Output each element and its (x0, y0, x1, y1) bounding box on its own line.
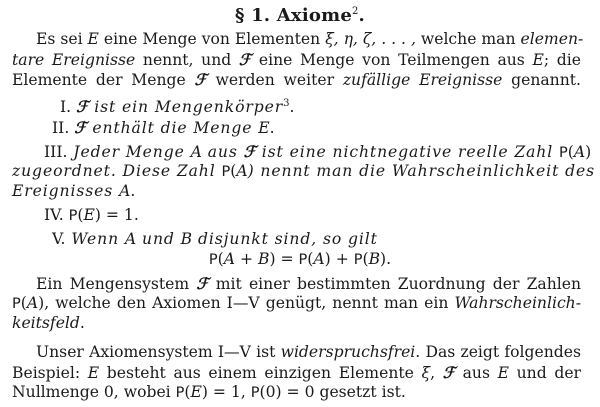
text-run: werden weiter (206, 71, 343, 89)
text-run: ) = (269, 250, 299, 268)
text-run: ℱ (238, 50, 252, 69)
paragraph-line (36, 274, 581, 294)
text-run: A (119, 182, 131, 200)
text-run: ℱ (76, 97, 89, 116)
text-run: E (497, 364, 509, 382)
text-run: A (223, 250, 236, 268)
text-run: P (208, 252, 218, 268)
axiom-2 (52, 118, 275, 138)
text-run: zufällige Ereignisse (342, 71, 503, 89)
text-run: ( (184, 383, 191, 401)
axiom-numeral: II. (52, 119, 70, 137)
axiom-numeral: IV. (44, 206, 64, 224)
text-run: aus (454, 364, 498, 382)
text-run: Wahrscheinlich- (454, 294, 581, 312)
text-run: E (83, 206, 95, 224)
text-run: P (298, 252, 308, 268)
text-run: ; die (543, 51, 581, 69)
footnote-mark: 2 (351, 6, 359, 17)
text-run: A (573, 143, 586, 161)
text-run: ( (20, 294, 27, 312)
text-run: P (558, 145, 568, 161)
text-run: aus (201, 143, 244, 161)
axiom-numeral: III. (44, 143, 68, 161)
text-run: welche man (415, 30, 521, 48)
text-run: eine Menge von Elementen (98, 30, 326, 48)
text-run: P (353, 252, 363, 268)
text-run: und (136, 230, 181, 248)
text-run: . Das zeigt folgendes (415, 343, 581, 361)
text-run: ) nennt man die Wahrscheinlichkeit des (247, 162, 596, 180)
axiom-4 (44, 206, 139, 226)
text-run: B (368, 250, 381, 268)
text-run: und der (508, 364, 581, 382)
footnote-mark: 3 (283, 98, 290, 109)
text-run: ℱ (442, 363, 455, 382)
paragraph-line (12, 162, 596, 182)
axiom-3 (44, 142, 592, 163)
text-run: Beispiel: (12, 364, 88, 382)
text-run: A (313, 250, 325, 268)
text-run: Jeder Menge (67, 143, 191, 161)
text-run: tare Ereignisse (12, 51, 136, 69)
paragraph-line (12, 314, 85, 333)
text-run: P (68, 208, 78, 224)
paragraph-line (12, 363, 581, 383)
section-title: Axiome (276, 5, 352, 26)
text-run: E (87, 364, 100, 382)
text-run: P (250, 385, 260, 401)
text-run: Elemente der Menge (12, 71, 195, 89)
paragraph-line (12, 182, 135, 201)
text-run: P (12, 296, 21, 312)
text-run: enthält die Menge (86, 119, 259, 137)
text-run: nennt, und (135, 51, 239, 69)
axiom-5 (52, 230, 378, 249)
text-run: B (258, 250, 270, 268)
paragraph-line (12, 70, 581, 90)
text-run: ist ein Mengenkörper (88, 98, 284, 116)
paragraph-line (12, 50, 581, 70)
text-run: ξ, η, ζ, . . . , (325, 30, 416, 48)
text-run: ) = 1. (94, 206, 139, 224)
text-run: keitsfeld (12, 314, 80, 332)
section-heading (0, 1, 600, 27)
text-run: ξ (421, 364, 431, 382)
text-run: Ein Mengensystem (36, 275, 197, 293)
paragraph-line (36, 30, 584, 49)
text-run: E (532, 51, 544, 69)
text-run: besteht aus einem einzigen Elemente (99, 364, 422, 382)
text-run: ( (77, 206, 84, 224)
text-run: A (236, 162, 248, 180)
text-run: ( (362, 250, 369, 268)
text-run: Wenn (65, 230, 125, 248)
text-run: A (190, 143, 202, 161)
text-run: B (180, 230, 193, 248)
text-run: ( (217, 250, 224, 268)
text-run: ist eine nichtnegative reelle Zahl (255, 143, 559, 161)
text-run: . (358, 5, 366, 26)
text-run: . (269, 119, 275, 137)
text-run: . (289, 98, 295, 116)
text-run: . (130, 182, 136, 200)
text-run: disjunkt sind, so gilt (192, 230, 378, 248)
text-run: Unser Axiomensystem I—V ist (36, 343, 281, 361)
text-run: A (26, 294, 39, 312)
text-run: Es sei (36, 30, 88, 48)
text-run: ( (230, 162, 237, 180)
paragraph-line (36, 343, 581, 362)
text-run: ℱ (194, 70, 207, 89)
paragraph-line (12, 294, 581, 314)
text-run: ℱ (74, 118, 87, 137)
axiom-numeral: V. (52, 230, 66, 248)
text-run: P (221, 164, 231, 180)
text-run: ℱ (196, 274, 209, 293)
text-run: ℱ (243, 142, 256, 161)
text-run: Nullmenge 0, wobei (12, 383, 176, 401)
text-run: (0) = 0 gesetzt ist. (259, 383, 406, 401)
paragraph-line (12, 383, 406, 403)
text-run: . (79, 314, 85, 332)
axiom-numeral: I. (60, 98, 72, 116)
text-run: ) + (324, 250, 354, 268)
text-run: , (430, 364, 443, 382)
text-run: ( (307, 250, 314, 268)
text-run: E (190, 383, 202, 401)
axiom-1 (60, 94, 294, 117)
text-run: A (124, 230, 137, 248)
text-run: Ereignisses (12, 182, 120, 200)
text-run: genannt. (502, 71, 581, 89)
text-run: eine Menge von Teilmengen aus (251, 51, 533, 69)
text-run: E (258, 119, 270, 137)
text-run: + (235, 250, 258, 268)
text-run: elemen- (520, 30, 584, 48)
text-run: P (175, 385, 185, 401)
text-run: ), welche den Axiomen I—V genügt, nennt man ein (38, 294, 455, 312)
section-number: § 1. (234, 5, 271, 26)
text-run: mit einer bestimmten Zuordnung der Zahlen (208, 275, 582, 293)
text-run: ) = 1, (201, 383, 251, 401)
text-run: E (87, 30, 99, 48)
text-run: ) (585, 143, 592, 161)
text-run: ( (567, 143, 574, 161)
additivity-formula (0, 250, 600, 270)
text-run: ). (380, 250, 392, 268)
text-run: widerspruchsfrei (280, 343, 416, 361)
text-run: zugeordnet. Diese Zahl (12, 162, 222, 180)
